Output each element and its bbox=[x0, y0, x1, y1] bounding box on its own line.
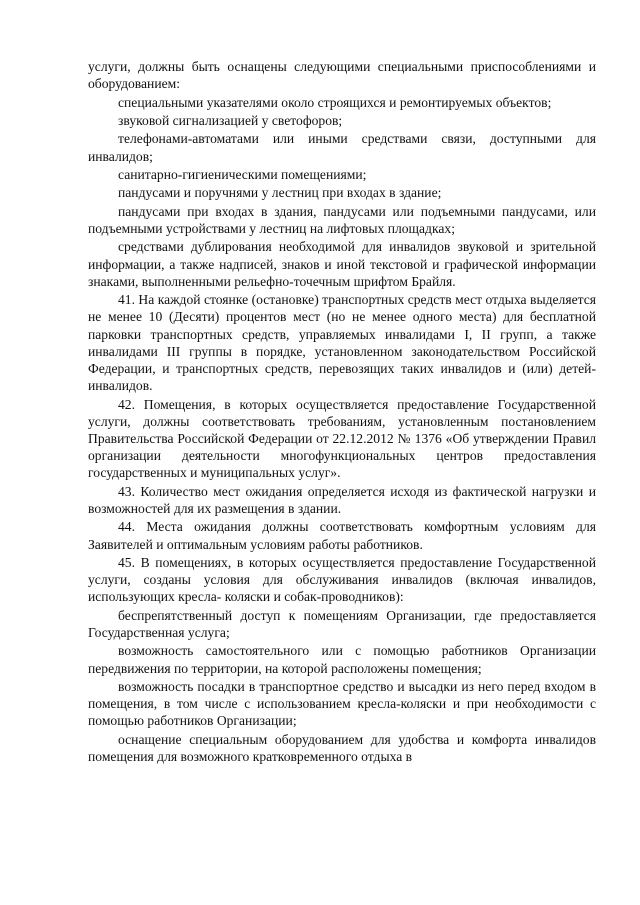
paragraph-42: 42. Помещения, в которых осуществляется предоставление Государственной услуги, должны соответствовать требованиям, установленным постановлением Правительства Российской Федерации от 22.12.2012 № 1376 «Об утверждении Правил организации деятельности многофункциональных центров предоставления государственных и муниципальных услуг». bbox=[88, 396, 596, 481]
paragraph-continuation: услуги, должны быть оснащены следующими специальными приспособлениями и оборудованием: bbox=[88, 59, 596, 92]
list-item-boarding: возможность посадки в транспортное средство и высадки из него перед входом в помещения, в том числе с использованием кресла-коляски и при необходимости с помощью работников Организации; bbox=[88, 678, 596, 729]
list-item-phones: телефонами-автоматами или иными средствами связи, доступными для инвалидов; bbox=[88, 131, 596, 164]
paragraph-44: 44. Места ожидания должны соответствовать комфортным условиям для Заявителей и оптимальным условиям работы работников. bbox=[88, 519, 596, 552]
list-item-ramps-lifts: пандусами при входах в здания, пандусами или подъемными пандусами, или подъемными устройствами у лестниц на лифтовых площадках; bbox=[88, 203, 596, 236]
list-item-braille: средствами дублирования необходимой для инвалидов звуковой и зрительной информации, а также надписей, знаков и иной текстовой и графической информации знаками, выполненными рельефно-точечным шрифтом Брайля. bbox=[88, 239, 596, 289]
list-item-sanitary: санитарно-гигиеническими помещениями; bbox=[118, 166, 367, 182]
paragraph-43: 43. Количество мест ожидания определяется исходя из фактической нагрузки и возможностей для их размещения в здании. bbox=[88, 483, 596, 516]
document-page bbox=[88, 58, 596, 766]
list-item-ramps-handrails: пандусами и поручнями у лестниц при входах в здание; bbox=[118, 185, 442, 201]
list-item-equipment: оснащение специальным оборудованием для удобства и комфорта инвалидов помещения для возможного кратковременного отдыха в bbox=[88, 731, 596, 764]
list-item-sound-signals: звуковой сигнализацией у светофоров; bbox=[118, 112, 343, 128]
list-item-movement: возможность самостоятельного или с помощью работников Организации передвижения по территории, на которой расположены помещения; bbox=[88, 643, 596, 676]
paragraph-45: 45. В помещениях, в которых осуществляется предоставление Государственной услуги, созданы условия для обслуживания инвалидов (включая инвалидов, использующих кресла- коляски и собак-проводников): bbox=[88, 554, 596, 605]
paragraph-41: 41. На каждой стоянке (остановке) транспортных средств мест отдыха выделяется не менее 10 (Десяти) процентов мест (но не менее одного места) для бесплатной парковки транспортных средств, управляемых инвалидами I, II групп, а также инвалидами III группы в порядке, установленном законодательством Российской Федерации, и транспортных средств, перевозящих таких инвалидов и (или) детей-инвалидов. bbox=[88, 292, 596, 394]
list-item-access: беспрепятственный доступ к помещениям Организации, где предоставляется Государственная услуга; bbox=[88, 607, 596, 640]
list-item-signs: специальными указателями около строящихся и ремонтируемых объектов; bbox=[118, 94, 552, 110]
